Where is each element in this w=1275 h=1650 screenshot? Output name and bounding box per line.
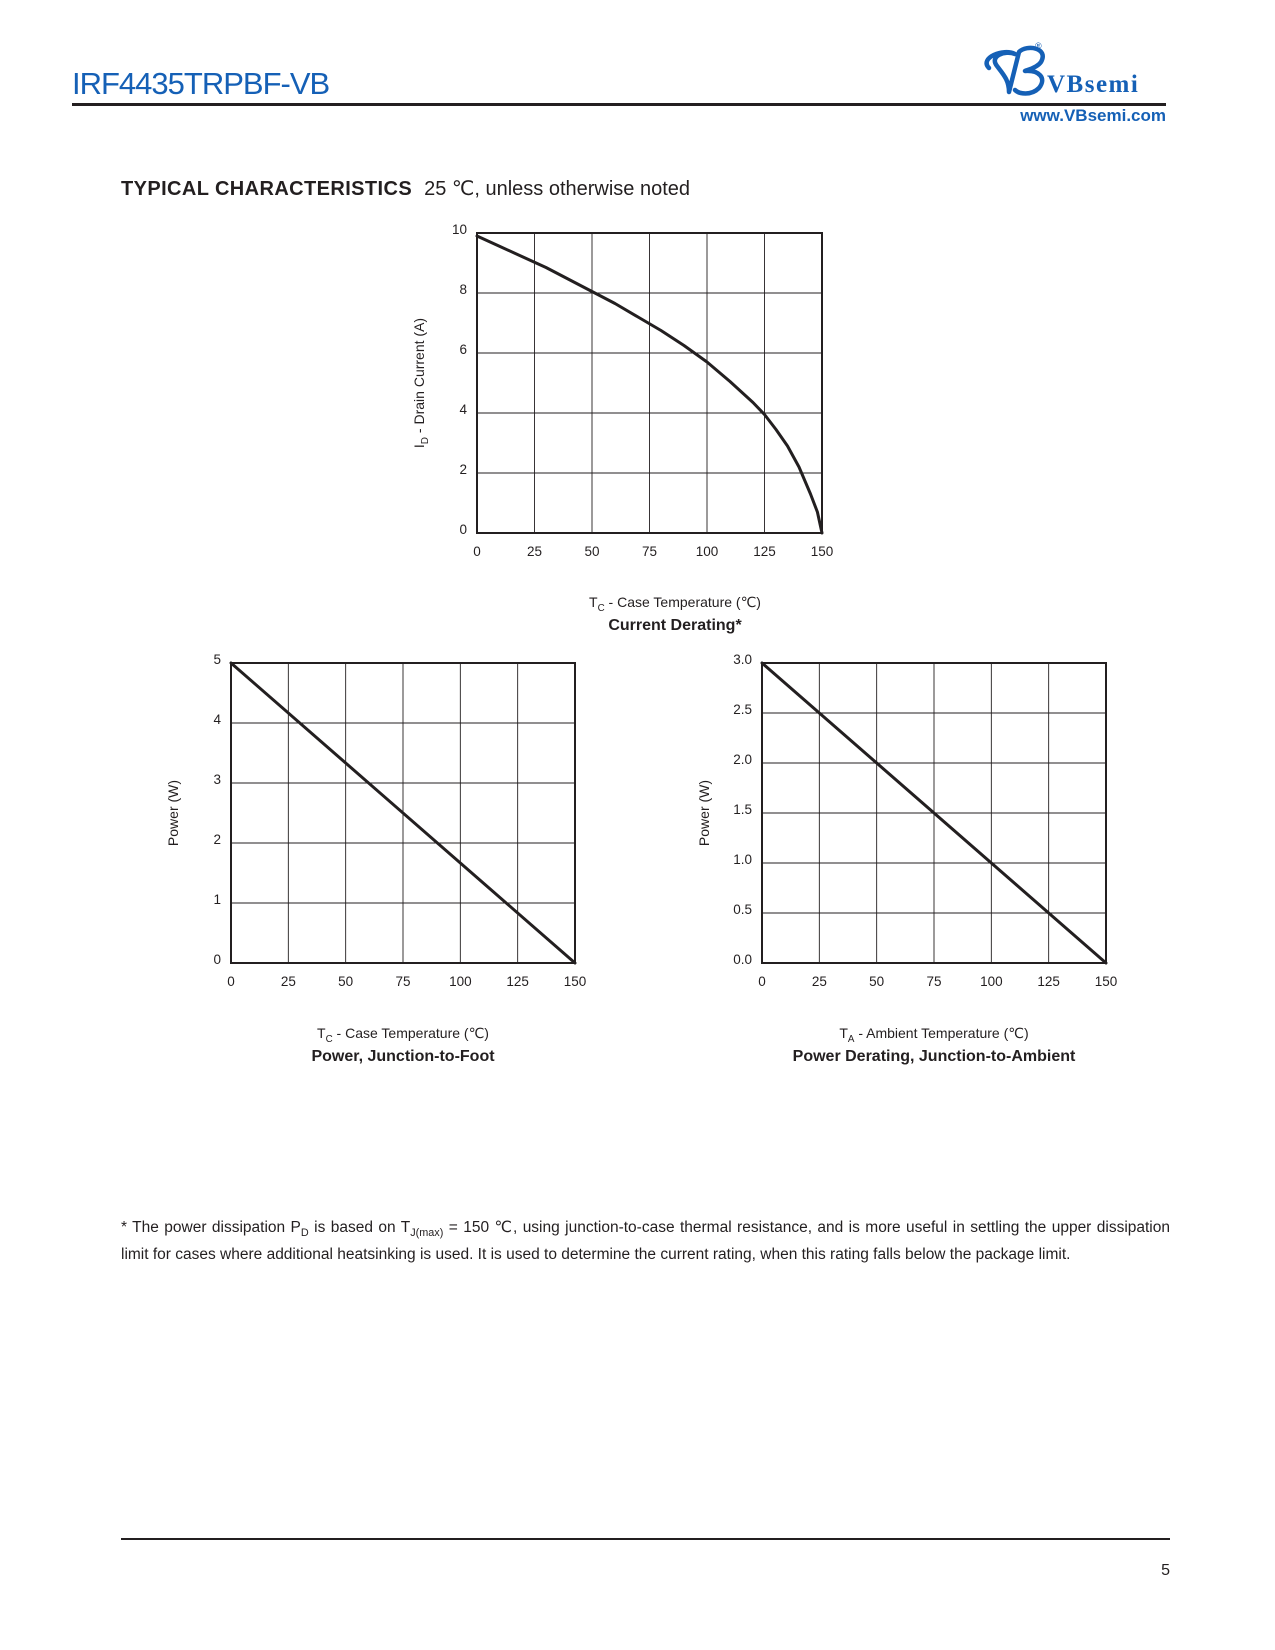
section-heading-bold: TYPICAL CHARACTERISTICS bbox=[121, 178, 413, 200]
x-tick-label: 75 bbox=[926, 974, 942, 989]
x-tick-label: 25 bbox=[526, 544, 543, 559]
x-tick-label: 0 bbox=[758, 974, 766, 989]
svg-text:®: ® bbox=[1035, 41, 1042, 51]
y-axis-label: Power (W) bbox=[165, 779, 181, 847]
current-derating-chart bbox=[395, 215, 855, 559]
footnote: * The power dissipation $P_D$ is based on $T_{J(max)} = 150$ ℃, using junction-to-case thermal resistance, and is more useful in settling the upper dissipation limit for cases where additional heatsinking is used. It is used to determine the current rating, when this rating falls below the package limit. bbox=[121, 1219, 1170, 1263]
x-tick-label: 150 bbox=[810, 544, 834, 559]
x-tick-label: 50 bbox=[869, 974, 885, 989]
section-heading bbox=[121, 176, 690, 201]
x-tick-label: 0 bbox=[473, 544, 481, 559]
power-derating-ambient-xlabel: $T_A$ - Ambient Temperature (℃) bbox=[839, 1025, 1029, 1045]
x-tick-label: 75 bbox=[641, 544, 658, 559]
y-axis-label: $I_D$ - Drain Current (A) bbox=[411, 317, 431, 449]
y-tick-label: 8 bbox=[459, 282, 467, 297]
x-tick-label: 25 bbox=[280, 974, 296, 989]
x-tick-label: 150 bbox=[1094, 974, 1118, 989]
y-tick-label: 3 bbox=[213, 772, 221, 787]
y-tick-label: 0.0 bbox=[733, 952, 752, 967]
x-tick-label: 100 bbox=[695, 544, 719, 559]
y-tick-label: 0.5 bbox=[733, 902, 752, 917]
vbsemi-logo-mark-icon bbox=[975, 40, 1175, 110]
footer-divider bbox=[121, 1538, 1170, 1540]
page-number: 5 bbox=[1161, 1562, 1170, 1579]
x-tick-label: 0 bbox=[227, 974, 235, 989]
current-derating-svg bbox=[395, 215, 855, 559]
x-tick-label: 150 bbox=[563, 974, 587, 989]
y-tick-label: 10 bbox=[451, 222, 467, 237]
power-junction-to-foot-title: Power, Junction-to-Foot bbox=[311, 1048, 495, 1065]
power-junction-to-foot-chart bbox=[150, 645, 610, 989]
vbsemi-logo bbox=[975, 40, 1175, 110]
section-heading-note: 25 ℃, unless otherwise noted bbox=[424, 178, 691, 200]
y-tick-label: 1 bbox=[213, 892, 221, 907]
x-tick-label: 125 bbox=[753, 544, 776, 559]
y-tick-label: 6 bbox=[459, 342, 467, 357]
x-tick-label: 100 bbox=[449, 974, 472, 989]
y-tick-label: 2 bbox=[213, 832, 221, 847]
y-tick-label: 2 bbox=[459, 462, 467, 477]
website-url: www.VBsemi.com bbox=[1020, 106, 1166, 125]
x-tick-label: 100 bbox=[980, 974, 1003, 989]
current-derating-title: Current Derating* bbox=[608, 617, 742, 634]
y-tick-label: 2.5 bbox=[733, 702, 752, 717]
power-junction-to-foot-xlabel: $T_C$ - Case Temperature (℃) bbox=[317, 1025, 489, 1045]
x-tick-label: 25 bbox=[811, 974, 827, 989]
part-number-title: IRF4435TRPBF-VB bbox=[72, 66, 330, 101]
current-derating-xlabel: $T_C$ - Case Temperature (℃) bbox=[589, 594, 761, 614]
x-tick-label: 125 bbox=[1037, 974, 1060, 989]
x-tick-label: 125 bbox=[506, 974, 529, 989]
x-tick-label: 50 bbox=[584, 544, 600, 559]
y-tick-label: 0 bbox=[213, 952, 221, 967]
y-tick-label: 1.0 bbox=[733, 852, 752, 867]
y-tick-label: 4 bbox=[459, 402, 467, 417]
y-tick-label: 2.0 bbox=[733, 752, 752, 767]
power-junction-to-foot-svg bbox=[150, 645, 610, 989]
logo-wordmark: VBsemi bbox=[1047, 71, 1140, 98]
y-axis-label: Power (W) bbox=[696, 779, 712, 847]
x-tick-label: 50 bbox=[338, 974, 354, 989]
y-tick-label: 3.0 bbox=[733, 652, 752, 667]
y-tick-label: 0 bbox=[459, 522, 467, 537]
y-tick-label: 4 bbox=[213, 712, 221, 727]
power-derating-ambient-svg bbox=[680, 645, 1140, 989]
y-tick-label: 5 bbox=[213, 652, 221, 667]
y-tick-label: 1.5 bbox=[733, 802, 752, 817]
power-derating-ambient-chart bbox=[680, 645, 1140, 989]
power-derating-ambient-title: Power Derating, Junction-to-Ambient bbox=[792, 1048, 1076, 1065]
x-tick-label: 75 bbox=[395, 974, 411, 989]
